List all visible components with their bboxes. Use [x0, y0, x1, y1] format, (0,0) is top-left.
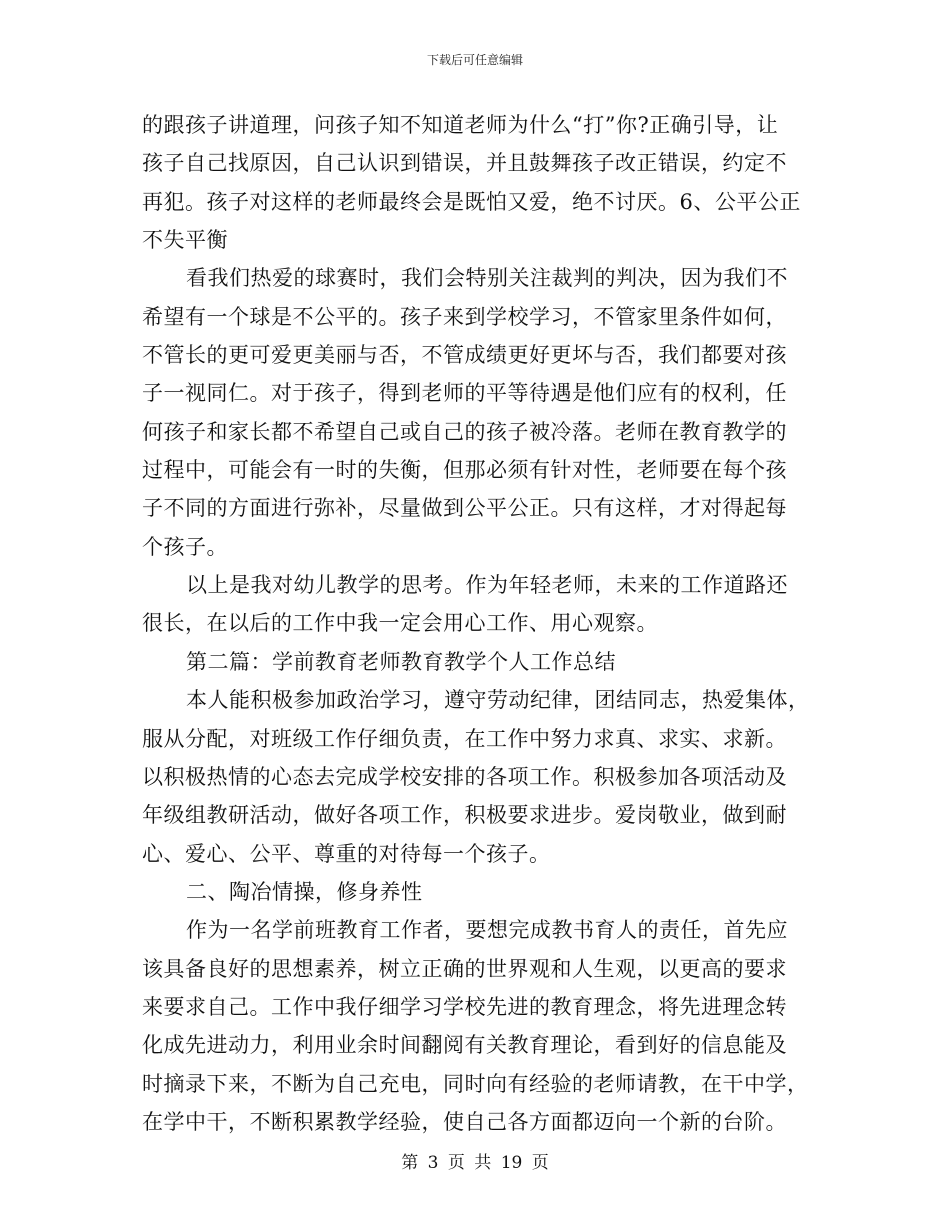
text-line: 过程中，可能会有一时的失衡，但那必须有针对性，老师要在每个孩: [142, 458, 787, 483]
text-line: 不管长的更可爱更美丽与否，不管成绩更好更坏与否，我们都要对孩: [142, 343, 787, 368]
paragraph-start-line: 本人能积极参加政治学习，遵守劳动纪律，团结同志，热爱集体，: [186, 688, 810, 713]
section-heading: 二、陶冶情操，修身养性: [186, 879, 423, 904]
text-line: 再犯。孩子对这样的老师最终会是既怕又爱，绝不讨厌。6、公平公正: [142, 189, 801, 214]
page-header-note: 下载后可任意编辑: [426, 53, 523, 67]
page-number-footer: 第 3 页 共 19 页: [401, 1153, 549, 1173]
paragraph-start-line: 看我们热爱的球赛时，我们会特别关注裁判的判决，因为我们不: [186, 266, 788, 291]
document-body: [142, 106, 810, 1141]
text-line: 来要求自己。工作中我仔细学习学校先进的教育理念，将先进理念转: [142, 994, 787, 1019]
text-line: 子一视同仁。对于孩子，得到老师的平等待遇是他们应有的权利，任: [142, 381, 787, 406]
paragraph-start-line: 作为一名学前班教育工作者，要想完成教书育人的责任，首先应: [186, 918, 788, 943]
text-line: 时摘录下来，不断为自己充电，同时向有经验的老师请教，在干中学，: [142, 1071, 809, 1096]
text-line: 孩子自己找原因，自己认识到错误，并且鼓舞孩子改正错误，约定不: [142, 151, 787, 176]
text-line: 希望有一个球是不公平的。孩子来到学校学习，不管家里条件如何，: [142, 304, 787, 329]
text-line: 服从分配，对班级工作仔细负责，在工作中努力求真、求实、求新。: [142, 726, 787, 751]
text-line: 以积极热情的心态去完成学校安排的各项工作。积极参加各项活动及: [142, 764, 787, 789]
text-line: 心、爱心、公平、尊重的对待每一个孩子。: [142, 841, 551, 866]
text-line: 化成先进动力，利用业余时间翻阅有关教育理论，看到好的信息能及: [142, 1033, 787, 1058]
text-line: 个孩子。: [142, 534, 228, 559]
text-line: 年级组教研活动，做好各项工作，积极要求进步。爱岗敬业，做到耐: [142, 803, 787, 828]
text-line: 不失平衡: [142, 228, 228, 253]
text-line: 何孩子和家长都不希望自己或自己的孩子被冷落。老师在教育教学的: [142, 419, 787, 444]
text-line: 该具备良好的思想素养，树立正确的世界观和人生观，以更高的要求: [142, 956, 787, 981]
text-line: 很长，在以后的工作中我一定会用心工作、用心观察。: [142, 611, 658, 636]
text-line: 在学中干，不断积累教学经验，使自己各方面都迈向一个新的台阶。: [142, 1109, 787, 1134]
text-line: 的跟孩子讲道理，问孩子知不知道老师为什么“打”你?正确引导，让: [142, 113, 779, 137]
section-heading: 第二篇：学前教育老师教育教学个人工作总结: [186, 649, 616, 674]
text-line: 子不同的方面进行弥补，尽量做到公平公正。只有这样，才对得起每: [142, 496, 787, 521]
paragraph-start-line: 以上是我对幼儿教学的思考。作为年轻老师，未来的工作道路还: [186, 573, 788, 598]
